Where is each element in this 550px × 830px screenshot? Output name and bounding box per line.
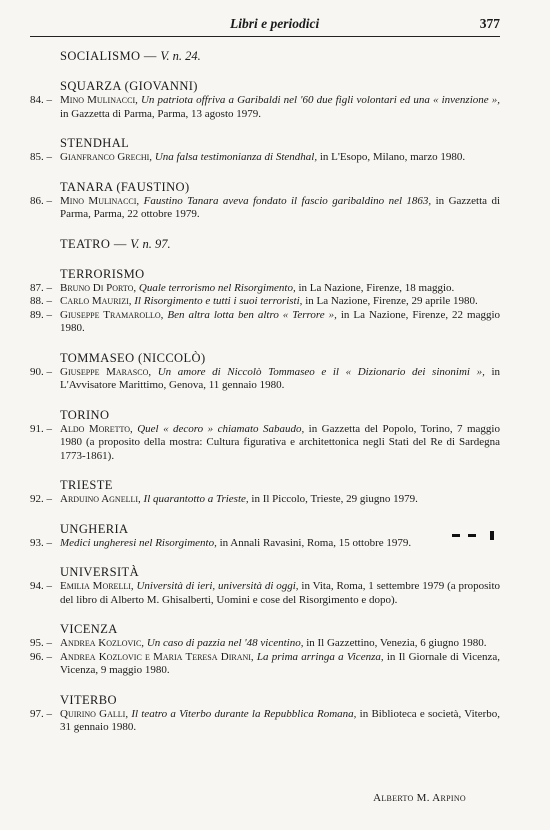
bibliography-entry — [30, 423, 500, 464]
ink-smudge-mark — [450, 531, 500, 541]
entry-title: Ben altra lotta ben altro « Terrore », — [167, 308, 337, 321]
entry-author: Gianfranco Grechi, — [60, 151, 153, 163]
entry-number: 97. – — [30, 707, 52, 720]
entry-title: La prima arringa a Vicenza, — [256, 650, 384, 663]
entry-title: Il teatro a Viterbo durante la Repubblica Romana, — [131, 707, 357, 720]
entry-author: Bruno Di Porto, — [60, 281, 137, 294]
bibliography-entry — [30, 493, 500, 507]
entry-source: in L'Avvisatore Marittimo, Genova, 11 gennaio 1980. — [60, 365, 501, 391]
entry-number: 86. – — [30, 194, 52, 207]
entry-title: Faustino Tanara aveva fondato il fascio garibaldino nel 1863, — [143, 194, 432, 207]
entry-author: Mino Mulinacci, — [60, 194, 140, 207]
entry-number: 87. – — [30, 281, 52, 294]
entry-title: Università di ieri, università di oggi, — [136, 580, 299, 592]
section-heading: TEATRO — V. n. 97. — [60, 236, 171, 251]
section-heading: UNIVERSITÀ — [60, 565, 139, 579]
entry-number: 94. – — [30, 580, 52, 592]
bibliography-entry — [30, 537, 500, 551]
section-heading: SOCIALISMO — V. n. 24. — [60, 49, 201, 63]
section-heading: STENDHAL — [60, 136, 130, 150]
entry-author: Carlo Maurizi, — [60, 295, 132, 307]
entry-number: 93. – — [30, 536, 52, 549]
entry-author: Andrea Kozlovic, — [60, 637, 145, 649]
bibliography-entry — [30, 151, 500, 165]
entry-author: Mino Mulinacci, — [60, 94, 138, 106]
bibliography-entry — [30, 366, 500, 393]
page-header — [30, 14, 500, 37]
bibliography-entry — [30, 580, 500, 607]
entry-title: Un patriota offriva a Garibaldi nel '60 due figli volontari ed una « invenzione », — [140, 94, 500, 106]
section-heading: VICENZA — [60, 622, 118, 636]
section-heading: TOMMASEO (NICCOLÒ) — [60, 350, 206, 365]
entry-source: in Gazzetta di Parma, Parma, 13 agosto 1979. — [60, 107, 262, 120]
bibliography-entry — [30, 309, 500, 336]
entry-source: in Annali Ravasini, Roma, 15 ottobre 1979. — [219, 536, 412, 549]
entry-author: Arduino Agnelli, — [60, 493, 141, 505]
cross-reference: V. n. 24. — [160, 49, 201, 63]
entry-number: 90. – — [30, 365, 52, 378]
entry-source: in Il Giornale di Vicenza, Vicenza, 9 maggio 1980. — [60, 650, 500, 676]
entry-number: 89. – — [30, 308, 52, 321]
bibliography-entry — [30, 94, 500, 121]
entry-source: in Il Piccolo, Trieste, 29 giugno 1979. — [251, 493, 418, 505]
entry-number: 84. – — [30, 94, 52, 106]
entry-source: in Gazzetta di Parma, Parma, 22 ottobre 1979. — [60, 194, 501, 220]
entry-source: in Biblioteca e società, Viterbo, 31 gennaio 1980. — [60, 707, 500, 733]
entry-source: in La Nazione, Firenze, 29 aprile 1980. — [305, 295, 478, 307]
entry-author: Andrea Kozlovic e Maria Teresa Dirani, — [60, 650, 254, 663]
running-title: Libri e periodici — [230, 16, 320, 31]
entry-title: Un caso di pazzia nel '48 vicentino, — [146, 637, 304, 649]
entry-number: 96. – — [30, 650, 52, 663]
bibliography-list — [30, 48, 500, 735]
entry-author: Aldo Moretto, — [60, 422, 133, 435]
entry-source: in Vita, Roma, 1 settembre 1979 (a proposito del libro di Alberto M. Ghisalberti, Uomini e cose del Risorgimento e dopo). — [60, 580, 501, 606]
entry-number: 92. – — [30, 493, 52, 505]
entry-number: 85. – — [30, 151, 52, 163]
entry-title: Il quarantotto a Trieste, — [143, 493, 249, 505]
bibliography-entry — [30, 295, 500, 309]
entry-source: in La Nazione, Firenze, 22 maggio 1980. — [60, 308, 501, 334]
entry-title: Il Risorgimento e tutti i suoi terroristi, — [134, 295, 303, 307]
section-heading: TRIESTE — [60, 478, 113, 492]
section-heading: UNGHERIA — [60, 521, 129, 536]
entry-title: Quale terrorismo nel Risorgimento, — [138, 281, 296, 294]
entry-number: 88. – — [30, 295, 52, 307]
entry-title: Una falsa testimonianza di Stendhal, — [154, 151, 318, 163]
page-number: 377 — [479, 16, 500, 31]
cross-reference: V. n. 97. — [130, 236, 171, 251]
entry-author: Emilia Morelli, — [60, 580, 134, 592]
bibliography-entry — [30, 282, 500, 296]
entry-title: Quel « decoro » chiamato Sabaudo, — [137, 422, 305, 435]
entry-author: Giuseppe Tramarollo, — [60, 308, 164, 321]
entry-author: Quirino Galli, — [60, 707, 129, 720]
bibliography-entry — [30, 708, 500, 735]
section-heading: VITERBO — [60, 692, 117, 707]
section-heading: TORINO — [60, 407, 110, 422]
author-signature: Alberto M. Arpino — [373, 792, 466, 804]
entry-number: 91. – — [30, 422, 52, 435]
entry-source: in L'Esopo, Milano, marzo 1980. — [319, 151, 466, 163]
entry-source: in La Nazione, Firenze, 18 maggio. — [298, 281, 455, 294]
section-heading: SQUARZA (GIOVANNI) — [60, 79, 198, 93]
entry-source: in Il Gazzettino, Venezia, 6 giugno 1980. — [306, 637, 487, 649]
entry-title: Medici ungheresi nel Risorgimento, — [60, 536, 217, 549]
entry-source: in Gazzetta del Popolo, Torino, 7 maggio 1980 (a proposito della mostra: Cultura figurativa e architettonica negli Stati del Re di Sardegna 1773-1861). — [60, 422, 500, 462]
entry-title: Un amore di Niccolò Tommaseo e il « Dizionario dei sinonimi », — [157, 365, 485, 378]
bibliography-entry — [30, 637, 500, 651]
bibliography-entry — [30, 651, 500, 678]
bibliography-entry — [30, 195, 500, 222]
section-heading: TANARA (FAUSTINO) — [60, 179, 190, 194]
entry-number: 95. – — [30, 637, 52, 649]
entry-author: Giuseppe Marasco, — [60, 365, 152, 378]
section-heading: TERRORISMO — [60, 266, 145, 281]
